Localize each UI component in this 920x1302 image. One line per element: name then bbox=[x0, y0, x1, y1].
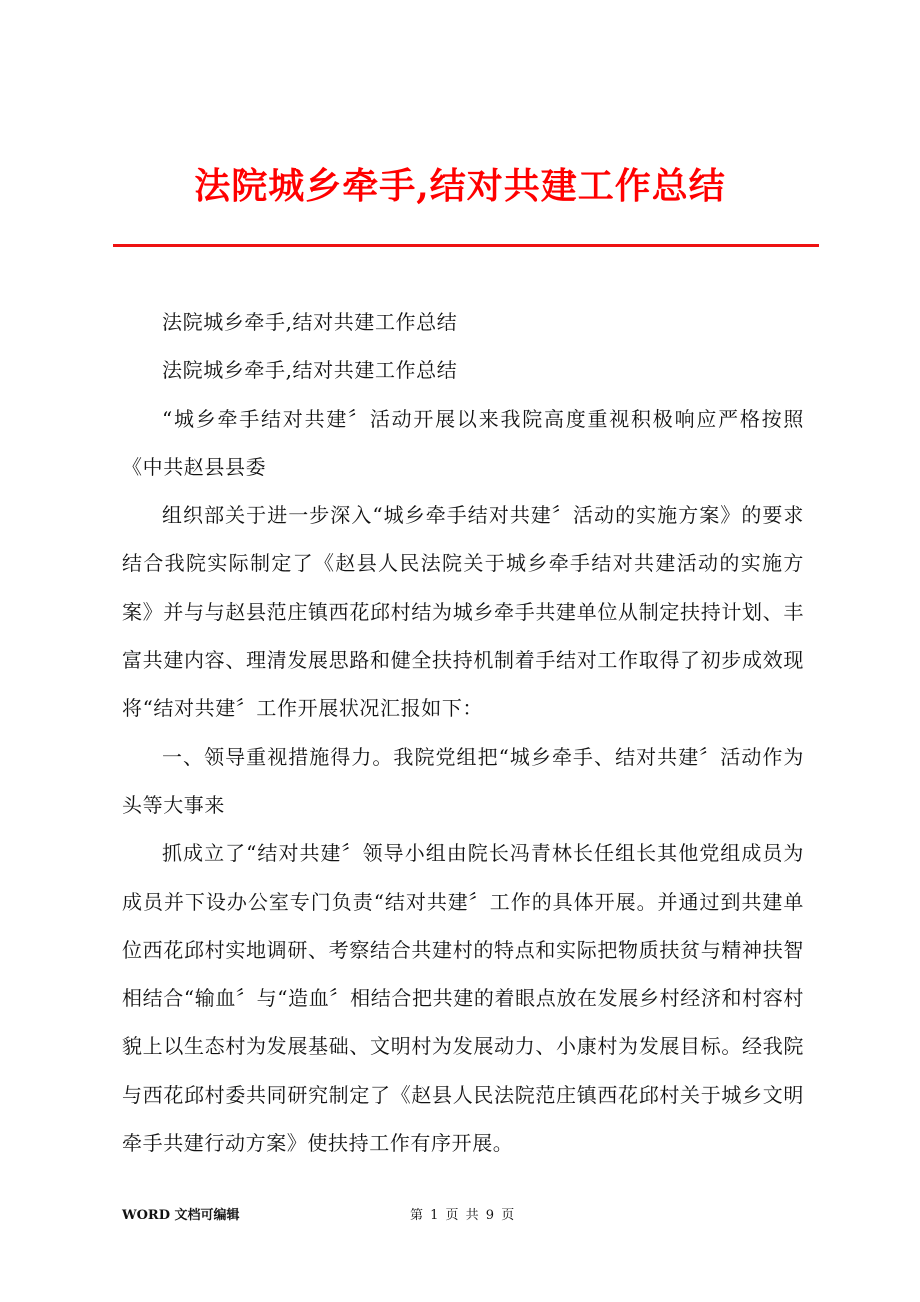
document-body bbox=[122, 298, 804, 1167]
paragraph-1: 法院城乡牵手,结对共建工作总结 bbox=[162, 310, 458, 334]
paragraph-3: “城乡牵手结对共建〞活动开展以来我院高度重视积极响应严格按照《中共赵县县委 bbox=[122, 406, 804, 479]
title-divider bbox=[113, 244, 819, 247]
paragraph-6: 抓成立了“结对共建〞领导小组由院长冯青林长任组长其他党组成员为成员并下设办公室专门负责“结对共建〞工作的具体开展。并通过到共建单位西花邱村实地调研、考察结合共建村的特点和实际把物质扶贫与精神扶智相结合“输血〞与“造血〞相结合把共建的着眼点放在发展乡村经济和村容村貌上以生态村为发展基础、文明村为发展动力、小康村为发展目标。经我院与西花邱村委共同研究制定了《赵县人民法院范庄镇西花邱村关于城乡文明牵手共建行动方案》使扶持工作有序开展。 bbox=[122, 841, 804, 1156]
paragraph-4: 组织部关于进一步深入“城乡牵手结对共建〞活动的实施方案》的要求结合我院实际制定了《赵县人民法院关于城乡牵手结对共建活动的实施方案》并与与赵县范庄镇西花邱村结为城乡牵手共建单位从制定扶持计划、丰富共建内容、理清发展思路和健全扶持机制着手结对工作取得了初步成效现将“结对共建〞工作开展状况汇报如下： bbox=[122, 503, 804, 721]
paragraph-2: 法院城乡牵手,结对共建工作总结 bbox=[162, 358, 458, 383]
footer-page-number: 第 1 页 共 9 页 bbox=[410, 1208, 515, 1223]
document-title: 法院城乡牵手,结对共建工作总结 bbox=[194, 165, 726, 207]
paragraph-5: 一、领导重视措施得力。我院党组把“城乡牵手、结对共建〞活动作为头等大事来 bbox=[122, 744, 804, 817]
footer-editable-label: WORD 文档可编辑 bbox=[122, 1208, 240, 1223]
